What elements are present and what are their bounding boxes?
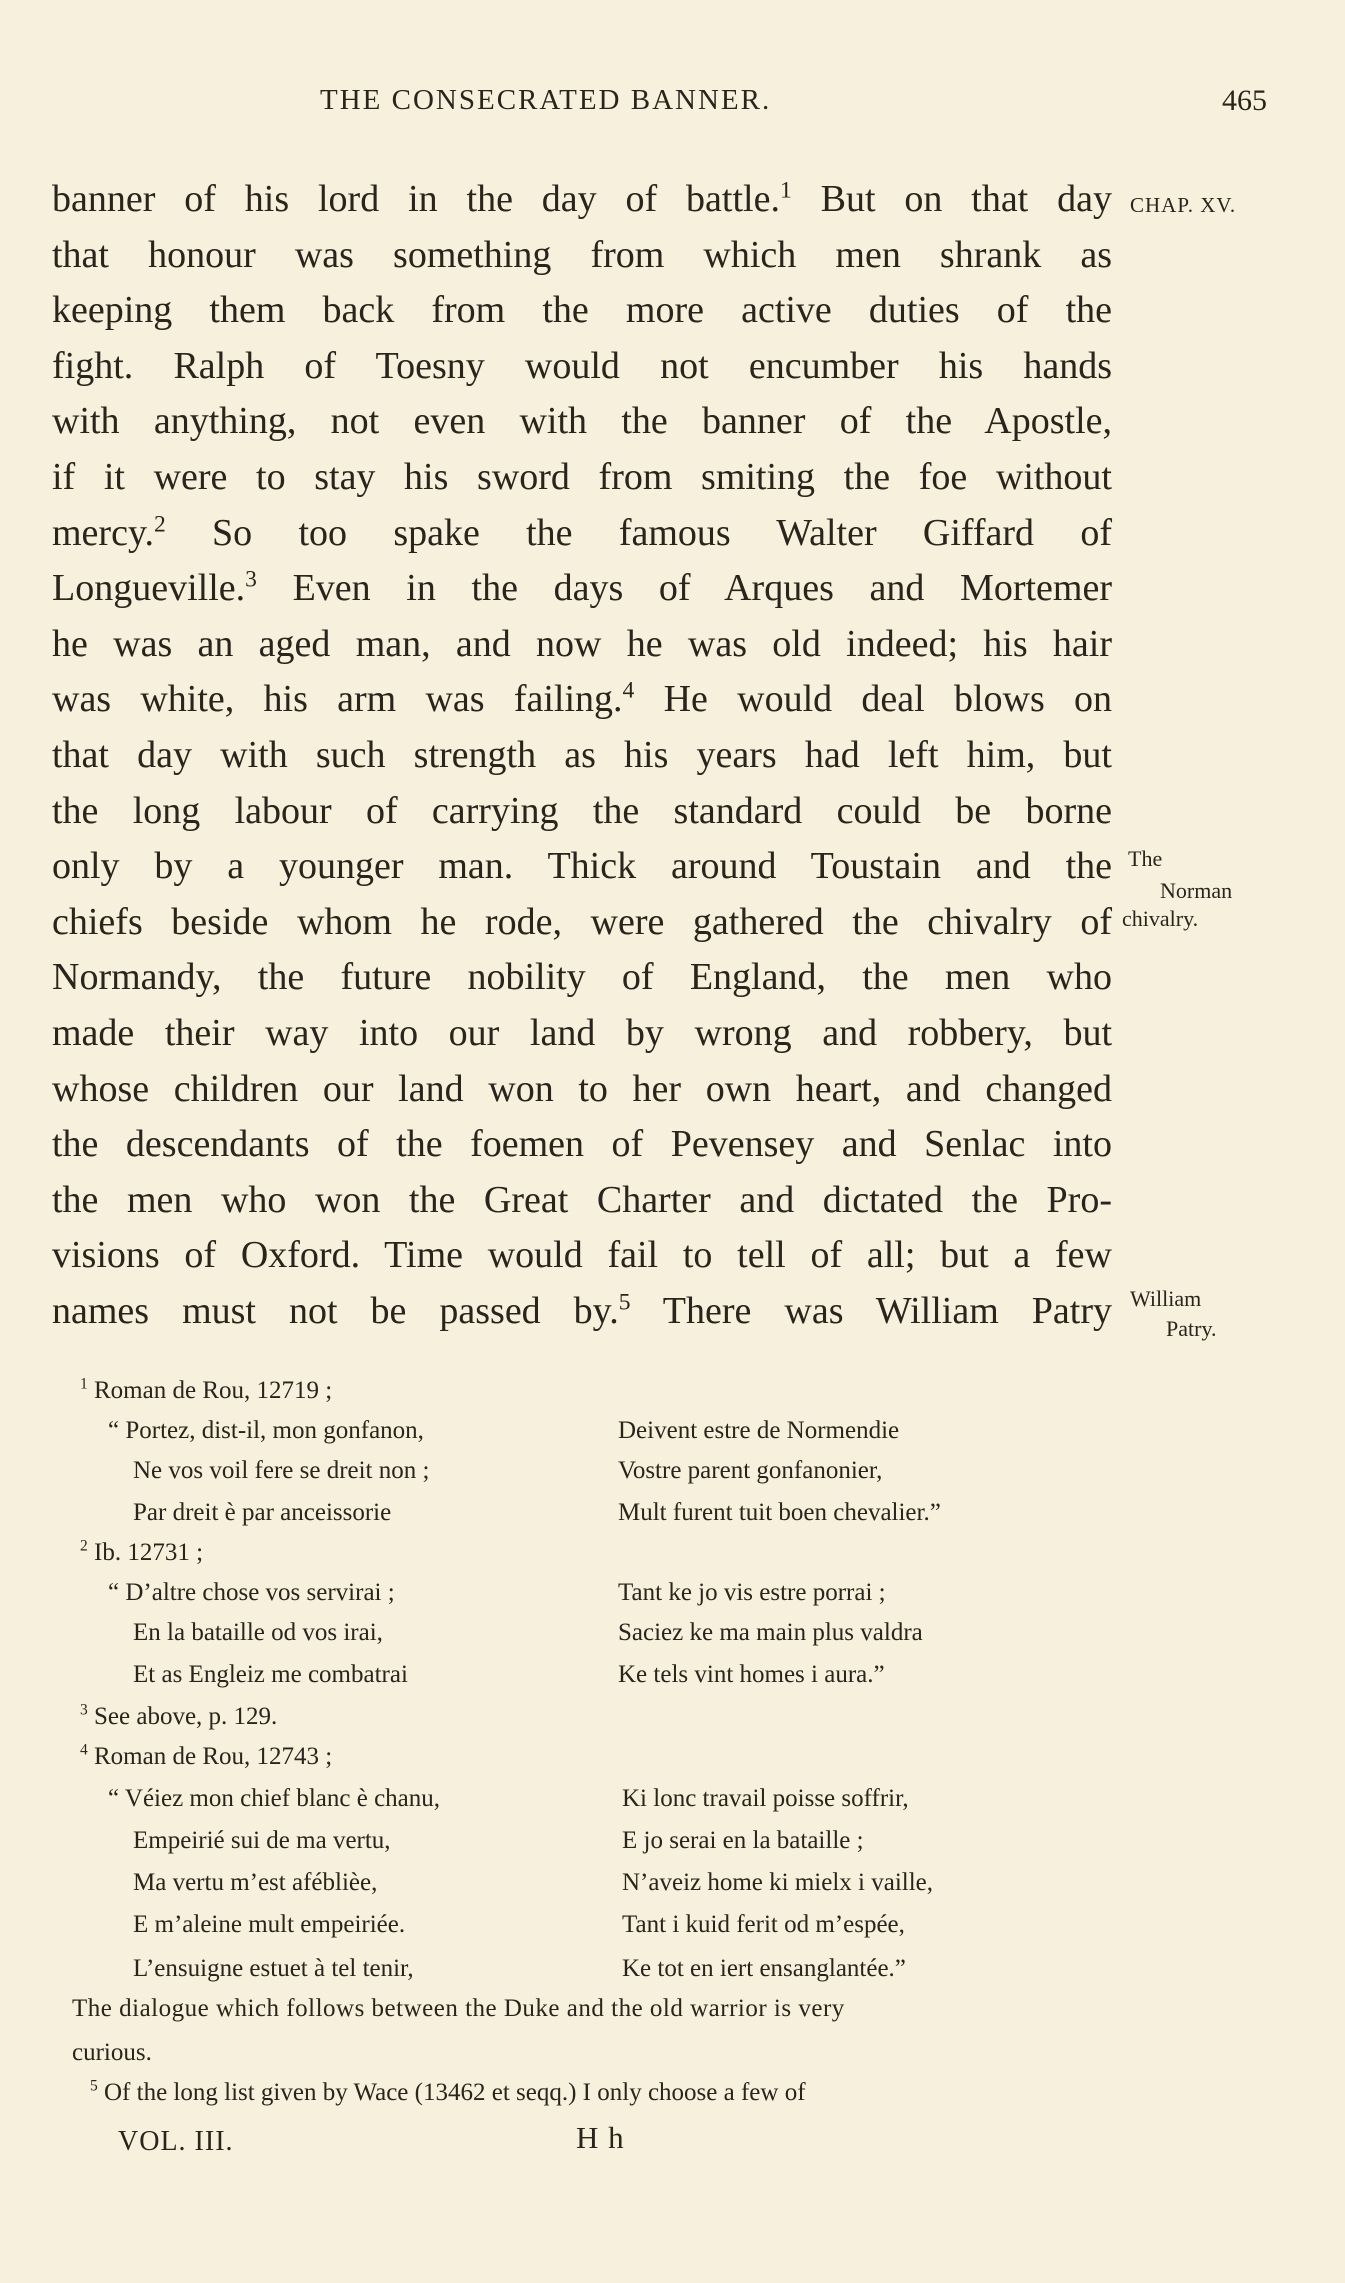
body-line: with anything, not even with the banner of the Apostle, — [52, 400, 1112, 443]
body-line: whose children our land won to her own heart, and changed — [52, 1067, 1112, 1110]
verse-line: Ki lonc travail poisse soffrir, — [622, 1785, 909, 1812]
body-line: was white, his arm was failing.$^4$ He would deal blows on — [52, 677, 1112, 721]
footnote-3: $^3$ See above, p. 129. — [80, 1701, 278, 1730]
body-line: Longueville.$^3$ Even in the days of Arques and Mortemer — [52, 566, 1112, 610]
verse-line: Ke tot en iert ensanglantée.” — [622, 1955, 906, 1982]
body-line: the men who won the Great Charter and dictated the Pro- — [52, 1178, 1112, 1221]
verse-line: Tant ke jo vis estre porrai ; — [618, 1579, 886, 1606]
body-line: chiefs beside whom he rode, were gathered the chivalry of — [52, 900, 1112, 943]
gathering-signature: H h — [576, 2120, 625, 2155]
verse-line: “ Véiez mon chief blanc è chanu, — [108, 1785, 441, 1812]
body-line: the long labour of carrying the standard could be borne — [52, 789, 1112, 832]
sidenote-william-line: Patry. — [1166, 1316, 1217, 1341]
body-line: mercy.$^2$ So too spake the famous Walter Giffard of — [52, 510, 1112, 554]
body-line: names must not be passed by.$^5$ There was William Patry — [52, 1289, 1112, 1332]
verse-line: E m’aleine mult empeiriée. — [133, 1911, 406, 1938]
verse-line: Vostre parent gonfanonier, — [618, 1457, 883, 1484]
verse-line: L’ensuigne estuet à tel tenir, — [133, 1955, 414, 1982]
verse-line: “ Portez, dist-il, mon gonfanon, — [108, 1417, 424, 1444]
footnote-ref-3[interactable]: 3 — [245, 566, 257, 593]
footnote-ref-5[interactable]: 5 — [618, 1289, 631, 1316]
verse-line: Empeirié sui de ma vertu, — [133, 1827, 391, 1854]
verse-line: Ma vertu m’est aféblièe, — [133, 1869, 378, 1896]
body-line: he was an aged man, and now he was old indeed; his hair — [52, 622, 1112, 665]
verse-line: Mult furent tuit boen chevalier.” — [618, 1499, 941, 1526]
footnote-4-tail: curious. — [72, 2039, 152, 2066]
running-title: THE CONSECRATED BANNER. — [320, 84, 772, 116]
sidenote-chapter: CHAP. XV. — [1130, 193, 1237, 217]
body-line: visions of Oxford. Time would fail to tell of all; but a few — [52, 1234, 1112, 1277]
body-text — [52, 172, 1112, 1339]
footnote-ref-2[interactable]: 2 — [153, 510, 166, 537]
footnote-5: $^5$ Of the long list given by Wace (13462 et seqq.) I only choose a few of — [90, 2077, 806, 2106]
verse-line: Ne vos voil fere se dreit non ; — [133, 1457, 430, 1484]
body-line: banner of his lord in the day of battle.$^1$ But on that day — [52, 177, 1112, 220]
verse-line: Et as Engleiz me combatrai — [133, 1661, 408, 1688]
verse-line: E jo serai en la bataille ; — [622, 1827, 864, 1854]
verse-line: N’aveiz home ki mielx i vaille, — [622, 1869, 934, 1896]
footnote-ref-1[interactable]: 1 — [779, 177, 792, 204]
body-line: Normandy, the future nobility of England, the men who — [52, 956, 1112, 999]
body-line: if it were to stay his sword from smiting the foe without — [52, 455, 1112, 498]
verse-line: En la bataille od vos irai, — [133, 1619, 383, 1646]
body-line: fight. Ralph of Toesny would not encumber his hands — [52, 344, 1112, 387]
verse-line: Ke tels vint homes i aura.” — [618, 1661, 885, 1688]
footnote-4-tail: The dialogue which follows between the Duke and the old warrior is very — [72, 1995, 845, 2022]
body-line: that honour was something from which men shrank as — [52, 233, 1112, 276]
body-line: the descendants of the foemen of Pevensey and Senlac into — [52, 1123, 1112, 1166]
footnote-2-ref: $^2$ Ib. 12731 ; — [80, 1537, 204, 1566]
page-number: 465 — [1222, 84, 1267, 117]
sidenote-william-line: William — [1130, 1286, 1202, 1311]
verse-line: “ D’altre chose vos servirai ; — [108, 1579, 395, 1606]
body-line: made their way into our land by wrong and robbery, but — [52, 1011, 1112, 1054]
sidenote-norman-line: chivalry. — [1122, 906, 1199, 931]
footnote-1-ref: $^1$ Roman de Rou, 12719 ; — [80, 1375, 333, 1404]
body-line: that day with such strength as his years had left him, but — [52, 733, 1112, 776]
body-line: keeping them back from the more active duties of the — [52, 289, 1112, 332]
volume-signature: VOL. III. — [118, 2126, 234, 2157]
footnote-ref-4[interactable]: 4 — [622, 677, 635, 704]
sidenote-norman-line: The — [1128, 846, 1163, 871]
verse-line: Par dreit è par anceissorie — [133, 1499, 392, 1526]
verse-line: Deivent estre de Normendie — [618, 1417, 900, 1444]
body-line: only by a younger man. Thick around Toustain and the — [52, 845, 1112, 888]
verse-line: Saciez ke ma main plus valdra — [618, 1619, 923, 1646]
verse-line: Tant i kuid ferit od m’espée, — [622, 1911, 905, 1938]
footnote-4-ref: $^4$ Roman de Rou, 12743 ; — [80, 1741, 333, 1770]
sidenote-norman-line: Norman — [1160, 878, 1233, 903]
